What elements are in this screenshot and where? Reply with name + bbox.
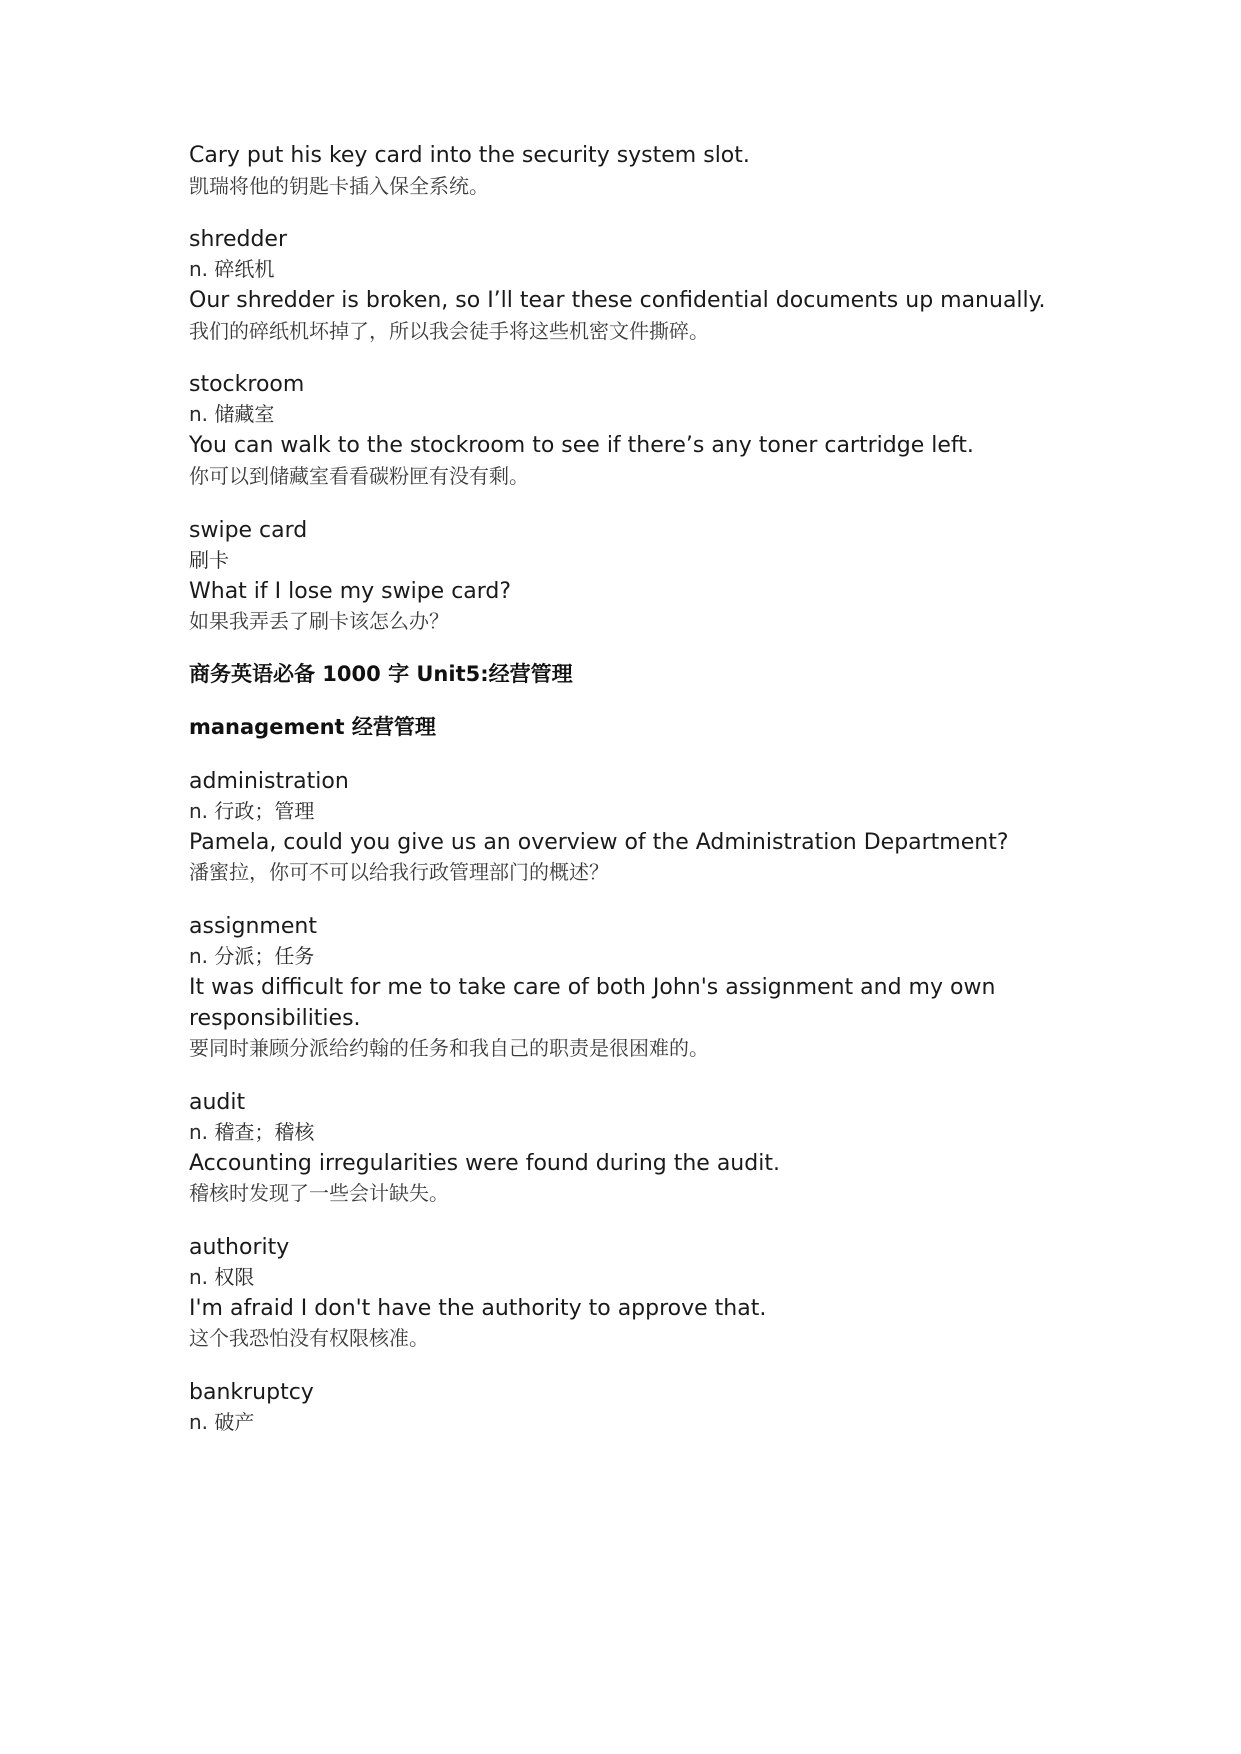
part-of-speech-definition: n. 储藏室 <box>189 402 275 426</box>
part-of-speech-definition: 刷卡 <box>189 548 229 572</box>
example-sentence-en: Accounting irregularities were found during the audit. <box>189 1151 780 1176</box>
example-sentence-zh: 这个我恐怕没有权限核准。 <box>189 1326 429 1350</box>
vocab-word: authority <box>189 1235 290 1260</box>
part-of-speech-definition: n. 行政；管理 <box>189 799 315 823</box>
example-sentence-en: It was difficult for me to take care of both John's assignment and my own <box>189 975 996 1000</box>
section-heading: management 经营管理 <box>189 715 436 739</box>
vocab-word: bankruptcy <box>189 1380 314 1405</box>
vocab-word: stockroom <box>189 372 305 397</box>
vocab-word: audit <box>189 1090 246 1115</box>
part-of-speech-definition: n. 破产 <box>189 1410 255 1434</box>
example-sentence-en-continued: responsibilities. <box>189 1006 361 1031</box>
example-sentence-en: Our shredder is broken, so I’ll tear these confidential documents up manually. <box>189 288 1046 313</box>
example-sentence-en: You can walk to the stockroom to see if there’s any toner cartridge left. <box>189 433 974 458</box>
vocab-word: assignment <box>189 914 317 939</box>
part-of-speech-definition: n. 权限 <box>189 1265 255 1289</box>
example-sentence-en: I'm afraid I don't have the authority to approve that. <box>189 1296 767 1321</box>
example-sentence-zh: 稽核时发现了一些会计缺失。 <box>189 1181 449 1205</box>
part-of-speech-definition: n. 稽查；稽核 <box>189 1120 315 1144</box>
part-of-speech-definition: n. 碎纸机 <box>189 257 275 281</box>
unit-heading: 商务英语必备 1000 字 Unit5:经营管理 <box>189 662 573 686</box>
example-sentence-en: Pamela, could you give us an overview of the Administration Department? <box>189 830 1009 855</box>
example-sentence-zh: 凯瑞将他的钥匙卡插入保全系统。 <box>189 174 489 198</box>
example-sentence-zh: 潘蜜拉，你可不可以给我行政管理部门的概述？ <box>189 860 609 884</box>
example-sentence-zh: 如果我弄丢了刷卡该怎么办？ <box>189 609 449 633</box>
example-sentence-zh: 你可以到储藏室看看碳粉匣有没有剩。 <box>189 464 529 488</box>
example-sentence-en: What if I lose my swipe card? <box>189 579 512 604</box>
part-of-speech-definition: n. 分派；任务 <box>189 944 315 968</box>
vocab-word: swipe card <box>189 518 308 543</box>
vocab-word: administration <box>189 769 349 794</box>
example-sentence-en: Cary put his key card into the security system slot. <box>189 143 750 168</box>
vocab-word: shredder <box>189 227 288 252</box>
example-sentence-zh: 要同时兼顾分派给约翰的任务和我自己的职责是很困难的。 <box>189 1036 709 1060</box>
example-sentence-zh: 我们的碎纸机坏掉了，所以我会徒手将这些机密文件撕碎。 <box>189 319 709 343</box>
